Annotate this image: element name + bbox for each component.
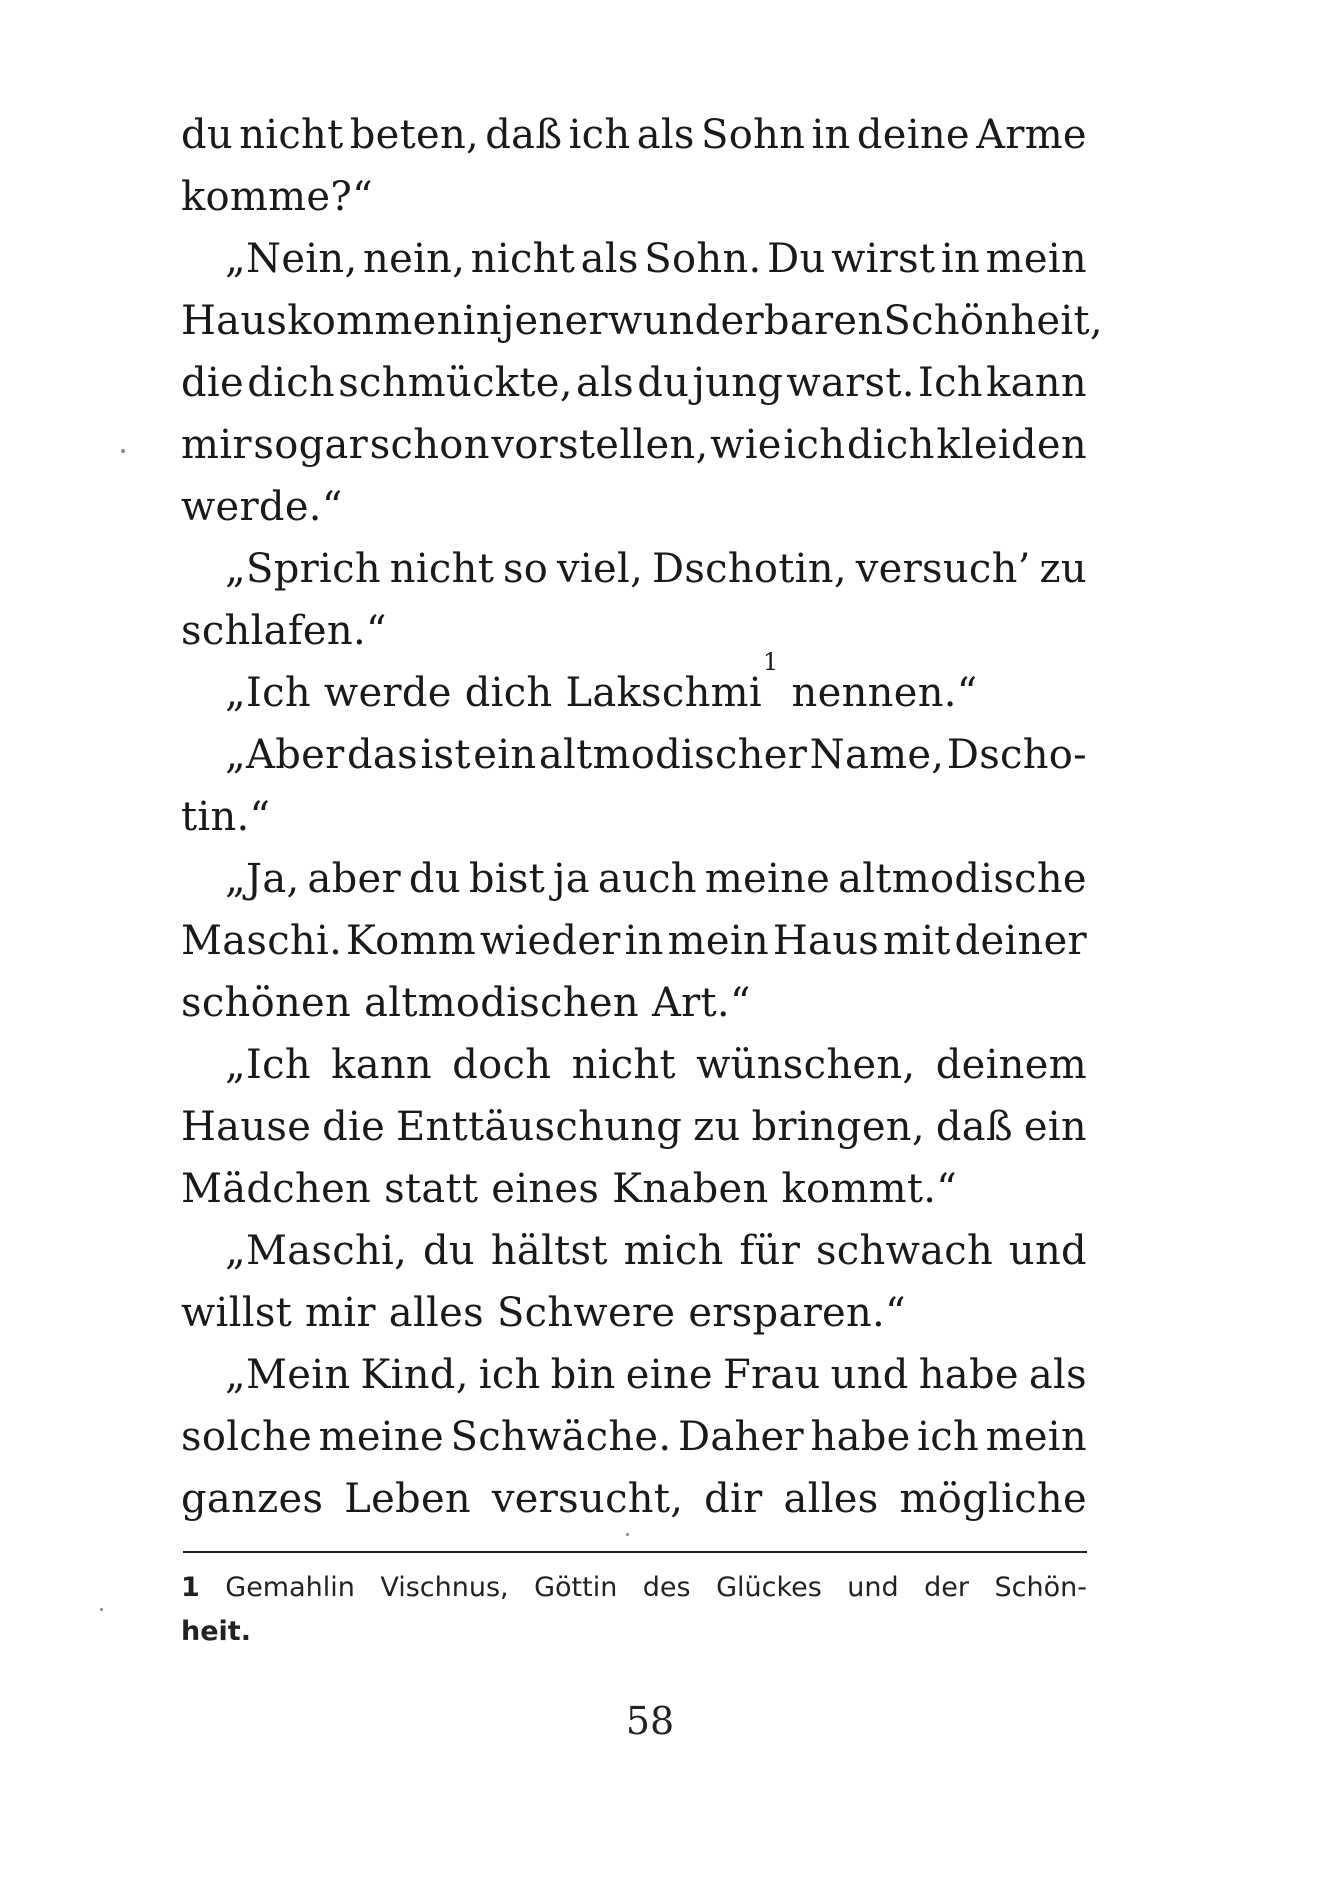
word: für: [739, 1228, 801, 1274]
footnote-rule: [183, 1551, 1087, 1553]
word: kann: [986, 360, 1087, 406]
text-line: [181, 1034, 1087, 1096]
word: deiner: [954, 918, 1087, 964]
word: ja: [553, 856, 590, 902]
word: und: [1008, 1228, 1087, 1274]
word: und: [830, 1352, 909, 1398]
word: Haus: [181, 298, 288, 344]
word: dich: [846, 422, 935, 468]
word: zu: [1039, 546, 1087, 592]
word: wünschen,: [696, 1042, 916, 1088]
word: bin: [550, 1352, 616, 1398]
word: Enttäuschung: [396, 1104, 683, 1150]
word: auch: [597, 856, 697, 902]
text-line: [181, 1344, 1087, 1406]
word: daß: [935, 1104, 1013, 1150]
line-text: schlafen.“: [181, 608, 387, 654]
line-text: komme?“: [181, 174, 373, 220]
text-line: [181, 600, 1087, 662]
paper-speck: [121, 449, 125, 453]
word: dir: [704, 1476, 763, 1522]
word: ich: [917, 1414, 980, 1460]
footnote-word: Vischnus,: [380, 1572, 509, 1603]
word: das: [347, 732, 418, 778]
word: vorstellen,: [491, 422, 709, 468]
word: Du: [767, 236, 826, 282]
word: habe: [918, 1352, 1019, 1398]
word: nicht: [389, 546, 495, 592]
word: dich: [247, 360, 335, 406]
word: beten,: [349, 112, 480, 158]
text-line: [181, 972, 1087, 1034]
word: Leben: [344, 1476, 471, 1522]
word: Sohn.: [644, 236, 762, 282]
text-line: [181, 538, 1087, 600]
word: aber: [307, 856, 401, 902]
word: Schönheit,: [883, 298, 1103, 344]
text-line: [181, 1282, 1087, 1344]
word: „Ja,: [225, 856, 300, 902]
word: bist: [468, 856, 546, 902]
word: mein: [985, 1414, 1087, 1460]
word: versucht,: [491, 1476, 684, 1522]
word: ein: [1023, 1104, 1087, 1150]
word: in: [811, 112, 851, 158]
word: schmückte,: [338, 360, 573, 406]
page-number: 58: [625, 1699, 675, 1743]
word: mir: [181, 422, 252, 468]
word: schwach: [815, 1228, 994, 1274]
footnote-reference: 1: [762, 648, 779, 676]
word: meine: [318, 1414, 444, 1460]
word: kleiden: [936, 422, 1087, 468]
word: ein: [473, 732, 537, 778]
word: Hause: [181, 1104, 312, 1150]
word: alles: [783, 1476, 879, 1522]
footnote-word: Gemahlin: [225, 1572, 355, 1603]
word: deinem: [935, 1042, 1087, 1088]
word: mögliche: [899, 1476, 1087, 1522]
word: Schwäche.: [450, 1414, 672, 1460]
text-line: [181, 228, 1087, 290]
text-line: [181, 1158, 1087, 1220]
footnote-line-2: [181, 1610, 1087, 1654]
word: Maschi.: [181, 918, 343, 964]
word: nicht: [239, 112, 344, 158]
word: Name,: [809, 732, 945, 778]
word: so: [502, 546, 549, 592]
word: Kind,: [360, 1352, 469, 1398]
word: Ich: [917, 360, 983, 406]
word: du: [637, 360, 690, 406]
text-line: [181, 724, 1087, 786]
word: Dschotin,: [651, 546, 847, 592]
word: kann: [331, 1042, 432, 1088]
word: wieder: [479, 918, 621, 964]
word: du: [408, 856, 461, 902]
line-text: nennen.“: [778, 670, 978, 716]
word: „Mein: [225, 1352, 351, 1398]
footnote-text-continued: heit.: [181, 1616, 251, 1647]
word: jener: [501, 298, 608, 344]
text-line: [181, 166, 1087, 228]
text-line: [181, 648, 1087, 724]
word: ich: [478, 1352, 541, 1398]
footnote-word: des: [642, 1572, 691, 1603]
word: deine: [856, 112, 970, 158]
line-text: Mädchen statt eines Knaben kommt.“: [181, 1166, 958, 1212]
text-line: [181, 290, 1103, 352]
text-line: [181, 414, 1087, 476]
word: Arme: [976, 112, 1087, 158]
word: altmodischer: [538, 732, 808, 778]
word: in: [462, 298, 502, 344]
text-line: [181, 1468, 1087, 1530]
word: „Sprich: [225, 546, 381, 592]
word: ich: [783, 422, 846, 468]
word: kommen: [287, 298, 463, 344]
footnote-word: Göttin: [534, 1572, 618, 1603]
word: ganzes: [181, 1476, 324, 1522]
word: mit: [882, 918, 951, 964]
footnote-line-1: [181, 1566, 1087, 1610]
footnote-word: Schön-: [994, 1572, 1087, 1603]
word: viel,: [557, 546, 644, 592]
word: Haus: [772, 918, 880, 964]
word: wie: [710, 422, 782, 468]
word: du: [423, 1228, 475, 1274]
word: Sohn: [701, 112, 806, 158]
word: Daher: [677, 1414, 804, 1460]
footnote: [181, 1566, 1087, 1654]
word: jung: [692, 360, 784, 406]
line-text: tin.“: [181, 794, 271, 840]
text-line: [181, 352, 1087, 414]
word: nicht: [470, 236, 576, 282]
text-line: [181, 910, 1087, 972]
body-text: [181, 104, 1103, 1530]
word: meine: [704, 856, 831, 902]
word: „Nein,: [225, 236, 358, 282]
paper-speck: [100, 1608, 103, 1611]
line-text: schönen altmodischen Art.“: [181, 980, 751, 1026]
word: wunderbaren: [607, 298, 884, 344]
word: als: [636, 112, 695, 158]
word: die: [181, 360, 244, 406]
word: als: [1028, 1352, 1087, 1398]
word: du: [181, 112, 233, 158]
word: wirst: [831, 236, 936, 282]
word: doch: [452, 1042, 552, 1088]
text-line: [181, 476, 1087, 538]
line-text: willst mir alles Schwere ersparen.“: [181, 1290, 906, 1336]
word: ich: [568, 112, 631, 158]
footnote-word: der: [924, 1572, 969, 1603]
word: altmodische: [838, 856, 1087, 902]
text-line: [181, 848, 1087, 910]
line-text: werde.“: [181, 484, 343, 530]
word: hältst: [490, 1228, 608, 1274]
word: bringen,: [751, 1104, 925, 1150]
text-line: [181, 1406, 1087, 1468]
footnote-number: 1: [181, 1572, 200, 1603]
line-text: „Ich werde dich Lakschmi: [225, 670, 762, 716]
word: daß: [485, 112, 563, 158]
word: schon: [369, 422, 490, 468]
text-line: [181, 1220, 1087, 1282]
word: in: [624, 918, 664, 964]
word: in: [940, 236, 981, 282]
word: sogar: [253, 422, 369, 468]
footnote-word: und: [847, 1572, 899, 1603]
word: warst.: [786, 360, 915, 406]
word: mich: [623, 1228, 724, 1274]
footnote-word: Glückes: [716, 1572, 822, 1603]
word: Dscho-: [946, 732, 1087, 778]
word: die: [322, 1104, 386, 1150]
word: nicht: [571, 1042, 676, 1088]
text-line: [181, 104, 1087, 166]
word: eine: [625, 1352, 713, 1398]
word: mein: [667, 918, 769, 964]
word: versuch’: [855, 546, 1031, 592]
word: zu: [693, 1104, 741, 1150]
text-line: [181, 786, 1087, 848]
word: Komm: [345, 918, 476, 964]
paper-speck: [626, 1533, 629, 1536]
word: habe: [810, 1414, 911, 1460]
text-line: [181, 1096, 1087, 1158]
word: mein: [985, 236, 1087, 282]
word: „Ich: [225, 1042, 311, 1088]
word: „Aber: [225, 732, 345, 778]
word: solche: [181, 1414, 313, 1460]
word: als: [575, 360, 635, 406]
word: ist: [420, 732, 471, 778]
word: „Maschi,: [225, 1228, 408, 1274]
word: nein,: [363, 236, 466, 282]
word: als: [580, 236, 639, 282]
word: Frau: [722, 1352, 821, 1398]
